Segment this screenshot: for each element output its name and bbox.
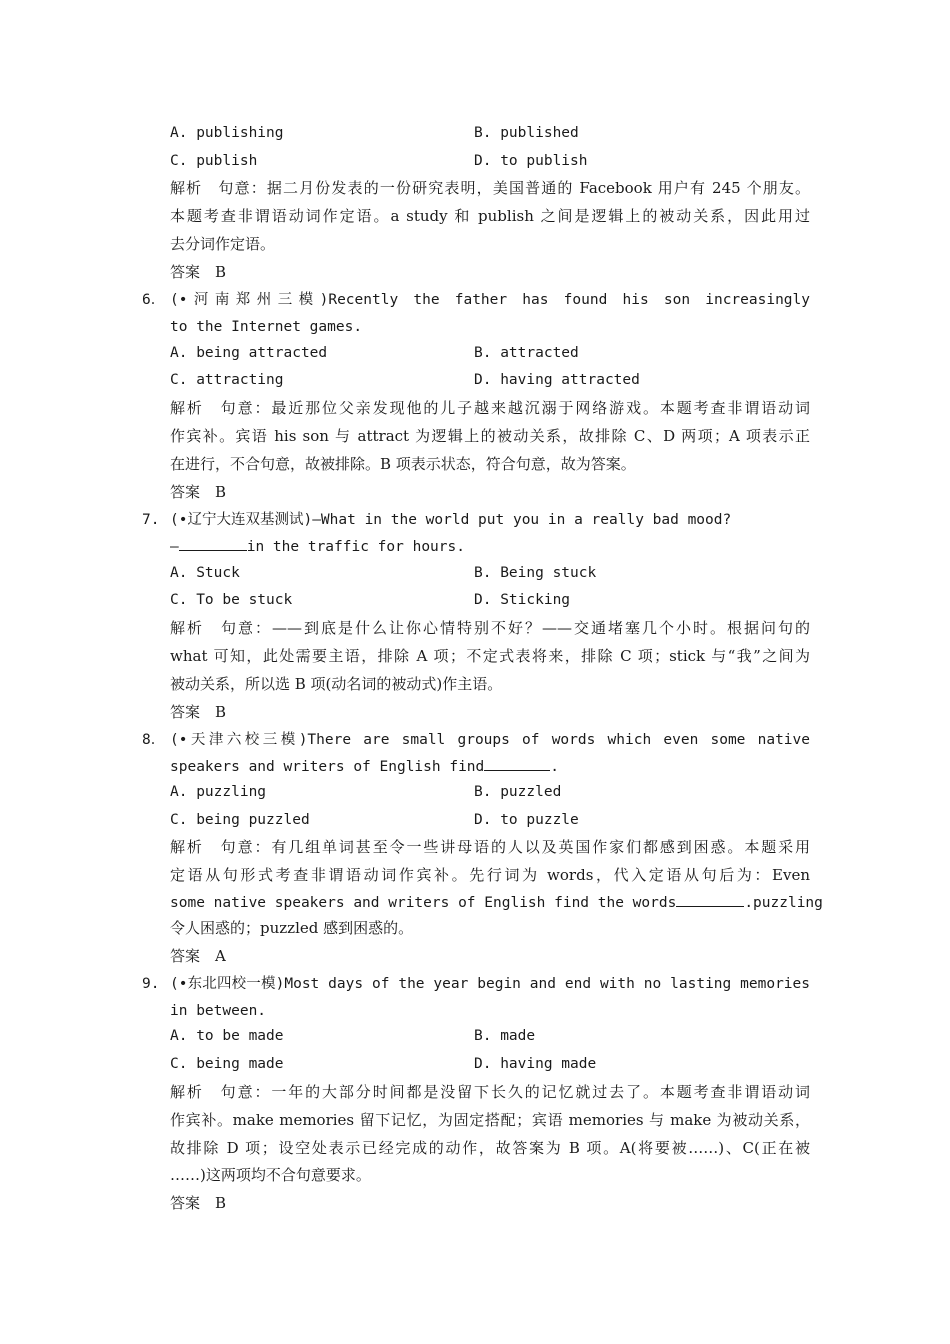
q9-analysis-line-2: 作宾补。make memories 留下记忆，为固定搭配；宾语 memories 与 make 为被动关系， xyxy=(170,1111,810,1129)
q9-analysis-line-4: ……)这两项均不合句意要求。 xyxy=(170,1166,371,1184)
q9-option-b: B. made xyxy=(474,1028,536,1044)
q6-analysis-line-2: 作宾补。宾语 his son 与 attract 为逻辑上的被动关系，故排除 C、D 两项；A 项表示正 xyxy=(170,427,810,445)
q8-stem-line-1: (•天津六校三模)There are small groups of words which even some native xyxy=(170,732,810,748)
q8-analysis-line-4: 令人困惑的；puzzled 感到困惑的。 xyxy=(170,919,414,937)
q8-stem-line-2-text: speakers and writers of English find xyxy=(170,759,485,775)
q5-option-b: B. published xyxy=(474,125,579,141)
q8-analysis-line-1: 解析 句意：有几组单词甚至令一些讲母语的人以及英国作家们都感到困惑。本题采用 xyxy=(170,838,810,856)
q7-stem-line-2-text: in the traffic for hours. xyxy=(246,539,465,555)
q6-option-d: D. having attracted xyxy=(474,372,640,388)
q9-number: 9. xyxy=(142,976,160,992)
q8-option-a: A. puzzling xyxy=(170,784,267,800)
q9-option-a: A. to be made xyxy=(170,1028,284,1044)
q5-option-c: C. publish xyxy=(170,153,258,169)
q8-answer: 答案 A xyxy=(170,947,226,965)
q7-option-d: D. Sticking xyxy=(474,592,571,608)
q9-analysis-line-3: 故排除 D 项；设空处表示已经完成的动作，故答案为 B 项。A(将要被……)、C(正在被 xyxy=(170,1139,810,1157)
q6-number: 6． xyxy=(142,292,166,308)
q5-answer: 答案 B xyxy=(170,263,227,281)
q7-option-c: C. To be stuck xyxy=(170,592,293,608)
q5-option-a: A. publishing xyxy=(170,125,284,141)
q8-analysis-line-3-text: some native speakers and writers of English find the words xyxy=(170,895,677,911)
q5-analysis-line-1: 解析 句意：据二月份发表的一份研究表明，美国普通的 Facebook 用户有 245 个朋友。 xyxy=(170,179,810,197)
q7-stem-line-2 xyxy=(170,537,810,557)
q5-analysis-line-2: 本题考查非谓语动词作定语。a study 和 publish 之间是逻辑上的被动关系，因此用过 xyxy=(170,207,810,225)
q6-analysis-line-1: 解析 句意：最近那位父亲发现他的儿子越来越沉溺于网络游戏。本题考查非谓语动词 xyxy=(170,399,810,417)
q6-answer: 答案 B xyxy=(170,483,227,501)
q9-stem-line-2: in between. xyxy=(170,1003,267,1019)
q7-analysis-line-2: what 可知，此处需要主语，排除 A 项；不定式表将来，排除 C 项；stick 与“我”之间为 xyxy=(170,647,810,665)
q7-option-b: B. Being stuck xyxy=(474,565,597,581)
q9-stem-line-1: (•东北四校一模)Most days of the year begin and end with no lasting memories xyxy=(170,976,810,992)
q8-number: 8． xyxy=(142,732,166,748)
q8-answer-blank xyxy=(484,757,550,771)
q7-analysis-line-1: 解析 句意：——到底是什么让你心情特别不好？——交通堵塞几个小时。根据问句的 xyxy=(170,619,810,637)
q9-answer: 答案 B xyxy=(170,1194,227,1212)
q8-analysis-blank xyxy=(676,893,744,907)
q6-option-b: B. attracted xyxy=(474,345,579,361)
q8-option-d: D. to puzzle xyxy=(474,812,579,828)
q7-option-a: A. Stuck xyxy=(170,565,240,581)
q6-analysis-line-3: 在进行，不合句意，故被排除。B 项表示状态，符合句意，故为答案。 xyxy=(170,455,636,473)
q7-stem-line-1: (•辽宁大连双基测试)—What in the world put you in a really bad mood? xyxy=(170,512,732,528)
q8-analysis-line-3 xyxy=(170,893,823,913)
q8-option-c: C. being puzzled xyxy=(170,812,310,828)
q8-stem-line-2 xyxy=(170,757,810,777)
q5-option-d: D. to publish xyxy=(474,153,588,169)
q7-answer-blank xyxy=(179,537,247,551)
q6-option-c: C. attracting xyxy=(170,372,284,388)
q8-stem-line-2-end: . xyxy=(550,759,560,775)
q8-analysis-line-3-end: .puzzling xyxy=(744,895,823,911)
q5-analysis-line-3: 去分词作定语。 xyxy=(170,235,276,253)
q7-answer: 答案 B xyxy=(170,703,227,721)
q9-option-c: C. being made xyxy=(170,1056,284,1072)
q6-stem-line-1: (•河南郑州三模)Recently the father has found his son increasingly xyxy=(170,292,810,308)
q7-number: 7. xyxy=(142,512,160,528)
q7-dash: — xyxy=(170,539,179,555)
q8-analysis-line-2: 定语从句形式考查非谓语动词作宾补。先行词为 words，代入定语从句后为：Even xyxy=(170,866,810,884)
q6-option-a: A. being attracted xyxy=(170,345,328,361)
q9-option-d: D. having made xyxy=(474,1056,597,1072)
q8-option-b: B. puzzled xyxy=(474,784,562,800)
q7-analysis-line-3: 被动关系，所以选 B 项(动名词的被动式)作主语。 xyxy=(170,675,503,693)
q6-stem-line-2: to the Internet games. xyxy=(170,319,363,335)
q9-analysis-line-1: 解析 句意：一年的大部分时间都是没留下长久的记忆就过去了。本题考查非谓语动词 xyxy=(170,1083,810,1101)
